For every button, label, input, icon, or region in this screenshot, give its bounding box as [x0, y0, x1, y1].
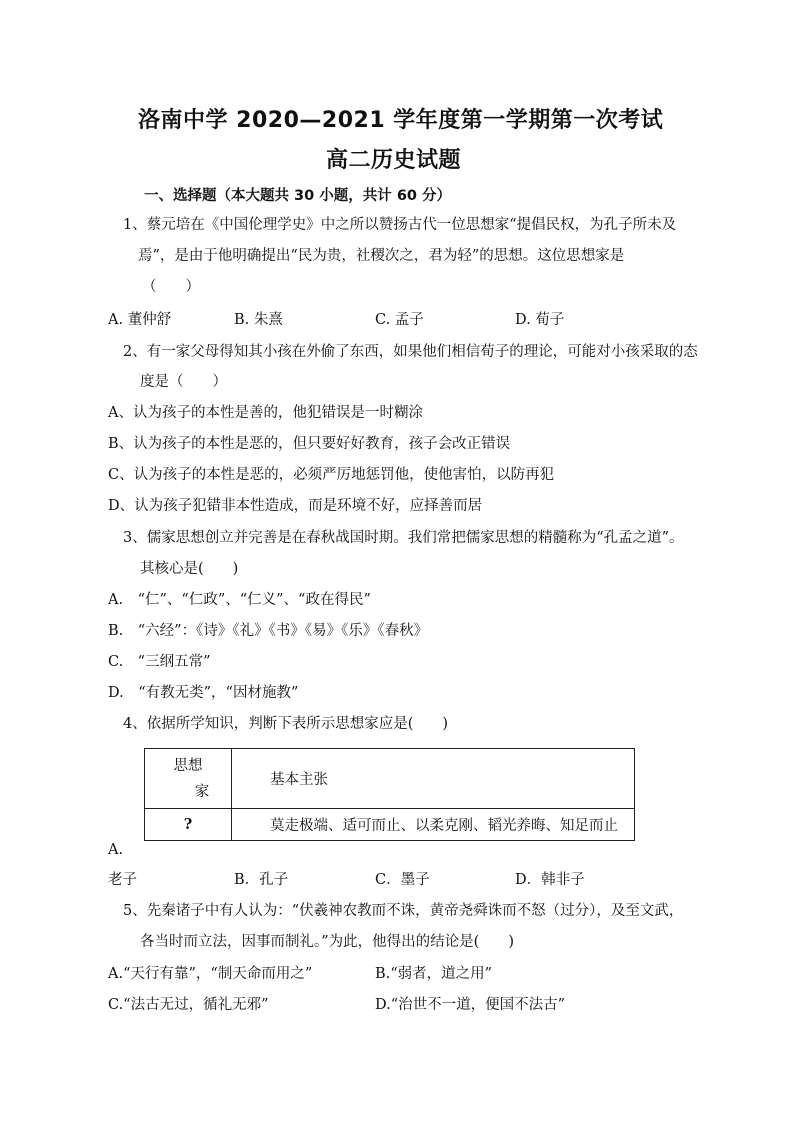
question-4-line-1: 4、依据所学知识，判断下表所示思想家应是( ): [123, 716, 449, 732]
question-5-option-c[interactable]: C.“法古无过，循礼无邪”: [108, 997, 269, 1013]
table-row: [145, 809, 635, 841]
thinker-table: [144, 748, 635, 841]
question-3-line-1: 3、儒家思想创立并完善是在春秋战国时期。我们常把儒家思想的精髓称为“孔孟之道”。: [123, 530, 684, 546]
question-3-option-b[interactable]: B. “六经”：《诗》《礼》《书》《易》《乐》《春秋》: [108, 623, 429, 639]
table-header-thinker: [145, 749, 232, 809]
table-cell-thinker: ?: [145, 809, 232, 841]
question-5-option-d[interactable]: D.“治世不一道，便国不法古”: [375, 997, 566, 1013]
question-4-option-a-letter[interactable]: A.: [108, 842, 124, 858]
question-5-line-2: 各当时而立法，因事而制礼。”为此，他得出的结论是( ): [140, 934, 514, 950]
question-1-option-b[interactable]: B. 朱熹: [234, 312, 283, 328]
question-4-option-a[interactable]: 老子: [108, 872, 137, 888]
exam-title: 洛南中学 2020—2021 学年度第一学期第一次考试: [138, 108, 664, 133]
question-2-option-c[interactable]: C、认为孩子的本性是恶的，必须严厉地惩罚他，使他害怕，以防再犯: [108, 467, 555, 483]
question-3-option-c[interactable]: C. “三纲五常”: [108, 654, 211, 670]
question-3-option-d[interactable]: D. “有教无类”，“因材施教”: [108, 685, 299, 701]
exam-subtitle: 高二历史试题: [326, 148, 462, 173]
question-5-line-1: 5、先秦诸子中有人认为：“伏羲神农教而不诛，黄帝尧舜诛而不怒（过分），及至文武，: [123, 903, 684, 919]
question-2-line-1: 2、有一家父母得知其小孩在外偷了东西，如果他们相信荀子的理论，可能对小孩采取的态: [123, 344, 698, 360]
question-4-option-c[interactable]: C．墨子: [375, 872, 430, 888]
table-cell-claims: 莫走极端、适可而止、以柔克刚、韬光养晦、知足而止: [232, 809, 635, 841]
table-header-claims: 基本主张: [232, 749, 635, 809]
question-2-line-2: 度是（ ）: [140, 374, 227, 390]
table-header-row: [145, 749, 635, 809]
question-4-option-d[interactable]: D．韩非子: [515, 872, 585, 888]
question-3-line-2: 其核心是( ): [140, 561, 239, 577]
question-1-line-2: 焉”，是由于他明确提出“民为贵，社稷次之，君为轻”的思想。这位思想家是: [138, 248, 625, 264]
question-1-option-d[interactable]: D. 荀子: [515, 312, 565, 328]
question-5-option-b[interactable]: B.“弱者，道之用”: [375, 966, 493, 982]
question-2-option-d[interactable]: D、认为孩子犯错非本性造成，而是环境不好，应择善而居: [108, 498, 483, 514]
question-2-option-a[interactable]: A、认为孩子的本性是善的，他犯错误是一时糊涂: [108, 405, 423, 421]
table-header-thinker-b: 家: [194, 783, 210, 800]
question-1-line-1: 1、蔡元培在《中国伦理学史》中之所以赞扬古代一位思想家“提倡民权，为孔子所未及: [123, 217, 677, 233]
question-1-option-a[interactable]: A. 董仲舒: [108, 312, 172, 328]
question-3-option-a[interactable]: A. “仁”、“仁政”、“仁义”、“政在得民”: [108, 592, 371, 608]
section-heading: 一、选择题（本大题共 30 小题，共计 60 分）: [144, 188, 452, 204]
question-2-option-b[interactable]: B、认为孩子的本性是恶的，但只要好好教育，孩子会改正错误: [108, 436, 511, 452]
table-header-thinker-a: 思想: [173, 757, 203, 774]
question-4-option-b[interactable]: B．孔子: [234, 872, 289, 888]
question-1-option-c[interactable]: C. 孟子: [375, 312, 424, 328]
question-5-option-a[interactable]: A.“天行有靠”，“制天命而用之”: [108, 966, 313, 982]
question-1-line-3: （ ）: [142, 279, 200, 295]
